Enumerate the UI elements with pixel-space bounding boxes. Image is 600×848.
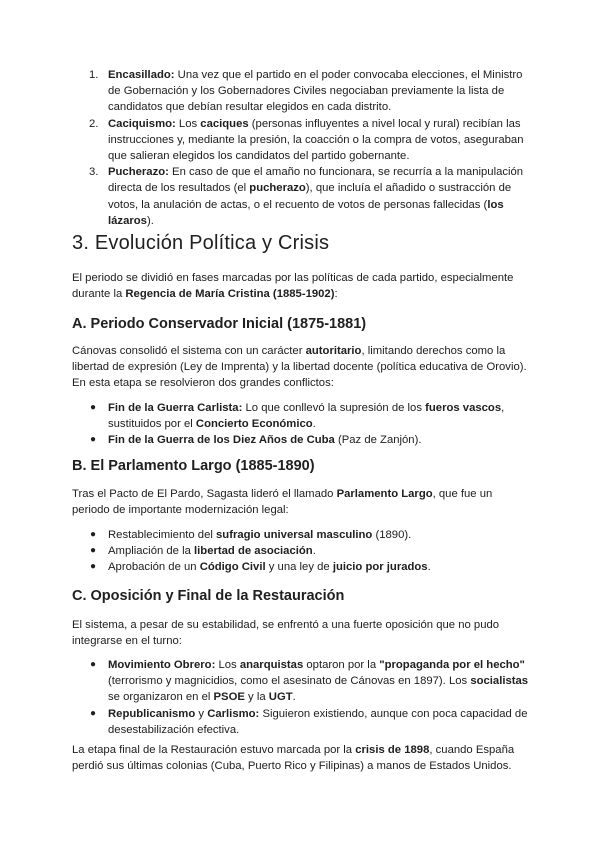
text: optaron por la — [303, 659, 380, 671]
bold-text: pucherazo — [249, 182, 306, 195]
text: (terrorismo y magnicidios, como el asesinato de Cánovas en 1897). Los — [108, 675, 471, 688]
bold-text: Concierto Económico — [195, 418, 313, 431]
numbered-list — [72, 67, 532, 229]
text: y una ley de — [265, 561, 333, 574]
list-number: 1. — [89, 69, 99, 81]
text: . — [312, 418, 316, 431]
list-text: Los — [175, 117, 201, 130]
bullet-icon: ● — [90, 707, 97, 719]
list-item — [72, 67, 532, 116]
text: El periodo se dividió en fases marcadas por las políticas de cada partido, especialmente durante la — [72, 272, 514, 301]
sectionB-paragraph — [72, 486, 532, 518]
text: Los — [215, 659, 240, 671]
text: Siguieron existiendo, aunque con poca capacidad de desestabilización efectiva. — [108, 707, 528, 736]
text: Restablecimiento del — [108, 529, 217, 541]
list-item — [72, 116, 532, 165]
text: Tras el Pacto de El Pardo, Sagasta lideró el llamado — [72, 488, 337, 500]
text: Lo que conllevó la supresión de los — [242, 402, 426, 414]
term: Encasillado: — [108, 69, 175, 81]
bold-text: crisis de 1898 — [355, 744, 430, 756]
term: Movimiento Obrero: — [108, 659, 216, 671]
bold-text: anarquistas — [239, 659, 304, 671]
list-text: Una vez que el partido en el poder convocaba elecciones, el Ministro de Gobernación y los Gobernadores Civiles negociaban previamente la lista de candidatos que debían resultar elegidos en cada distrito. — [108, 69, 523, 114]
text: La etapa final de la Restauración estuvo marcada por la — [72, 744, 356, 756]
text: , cuando España perdió sus últimas colonias (Cuba, Puerto Rico y Filipinas) a manos de Estados Unidos. — [72, 744, 515, 773]
bullet-icon: ● — [90, 434, 97, 446]
list-text: En caso de que el amaño no funcionara, se recurría a la manipulación directa de los resultados (el — [108, 166, 524, 195]
subheading-a: A. Periodo Conservador Inicial (1875-1881) — [72, 316, 367, 332]
sectionC-paragraph: El sistema, a pesar de su estabilidad, se enfrentó a una fuerte oposición que no pudo integrarse en el turno: — [72, 619, 500, 648]
bullet-item — [72, 657, 532, 706]
bold-text: Regencia de María Cristina (1885-1902) — [125, 288, 335, 301]
list-number: 3. — [89, 166, 99, 179]
bold-text: PSOE — [213, 691, 245, 704]
bullet-item — [72, 543, 532, 559]
bullet-item — [72, 559, 532, 575]
bold-text: UGT — [268, 691, 293, 704]
bullet-icon: ● — [90, 529, 97, 540]
term: Fin de la Guerra de los Diez Años de Cuba — [108, 434, 335, 447]
bullet-icon: ● — [90, 561, 97, 573]
list-text: ). — [146, 214, 154, 227]
subheading-c: C. Oposición y Final de la Restauración — [72, 588, 345, 604]
list-text: (personas influyentes a nivel local y rural) recibían las instrucciones y, mediante la presión, la coacción o la compra de votos, aseguraban que salieran elegidos los candidatos del partido gobernante. — [108, 117, 524, 163]
term: Fin de la Guerra Carlista: — [108, 402, 243, 414]
closing-paragraph — [72, 742, 532, 774]
bullet-item — [72, 527, 532, 543]
sectionB-bullets — [72, 527, 532, 576]
sectionC-bullets — [72, 657, 532, 738]
text: y — [195, 707, 208, 720]
term: Caciquismo: — [108, 117, 176, 130]
bold-text: Código Civil — [199, 561, 266, 574]
text: Ampliación de la — [108, 545, 195, 558]
bold-text: caciques — [200, 117, 249, 130]
bullet-item — [72, 706, 532, 738]
text: Cánovas consolidó el sistema con un carácter — [72, 345, 306, 357]
term: Republicanismo — [108, 707, 196, 720]
text: (Paz de Zanjón). — [334, 434, 422, 447]
section-heading-3: 3. Evolución Política y Crisis — [72, 232, 330, 254]
bold-text: juicio por jurados — [332, 561, 428, 574]
bold-text: socialistas — [470, 675, 529, 688]
text: . — [292, 691, 296, 704]
list-text: ), que incluía el añadido o sustracción de votos, la anulación de actas, o el recuento de votos de personas fallecidas ( — [108, 182, 512, 211]
bullet-item — [72, 432, 532, 448]
text: , que fue un periodo de importante modernización legal: — [72, 488, 493, 517]
bullet-icon: ● — [90, 402, 97, 413]
bold-text: Carlismo: — [207, 707, 260, 720]
text: . — [312, 545, 316, 558]
bold-text: fueros vascos — [425, 402, 502, 414]
text: , limitando derechos como la libertad de expresión (Ley de Imprenta) y la libertad docente (política educativa de Orovio). En esta etapa se resolvieron dos grandes conflictos: — [72, 345, 527, 390]
bold-text: "propaganda por el hecho" — [379, 659, 525, 671]
bold-text: sufragio universal masculino — [216, 529, 373, 541]
sectionA-bullets — [72, 400, 532, 449]
bullet-icon: ● — [90, 659, 97, 670]
text: (1890). — [372, 529, 412, 541]
section3-intro — [72, 270, 532, 302]
list-number: 2. — [89, 117, 99, 130]
bullet-item — [72, 400, 532, 432]
text: y la — [244, 691, 269, 704]
bullet-icon: ● — [90, 545, 97, 557]
text: : — [334, 288, 338, 301]
text: , sustituidos por el — [108, 402, 505, 431]
bold-text: autoritario — [305, 345, 362, 357]
bold-text: los lázaros — [108, 198, 504, 227]
sectionA-paragraph — [72, 343, 532, 392]
bold-text: libertad de asociación — [194, 545, 313, 558]
subheading-b: B. El Parlamento Largo (1885-1890) — [72, 458, 315, 474]
text: se organizaron en el — [108, 691, 214, 704]
text: Aprobación de un — [108, 561, 200, 574]
list-item — [72, 164, 532, 229]
text: . — [427, 561, 431, 574]
term: Pucherazo: — [108, 166, 169, 179]
bold-text: Parlamento Largo — [336, 488, 433, 500]
